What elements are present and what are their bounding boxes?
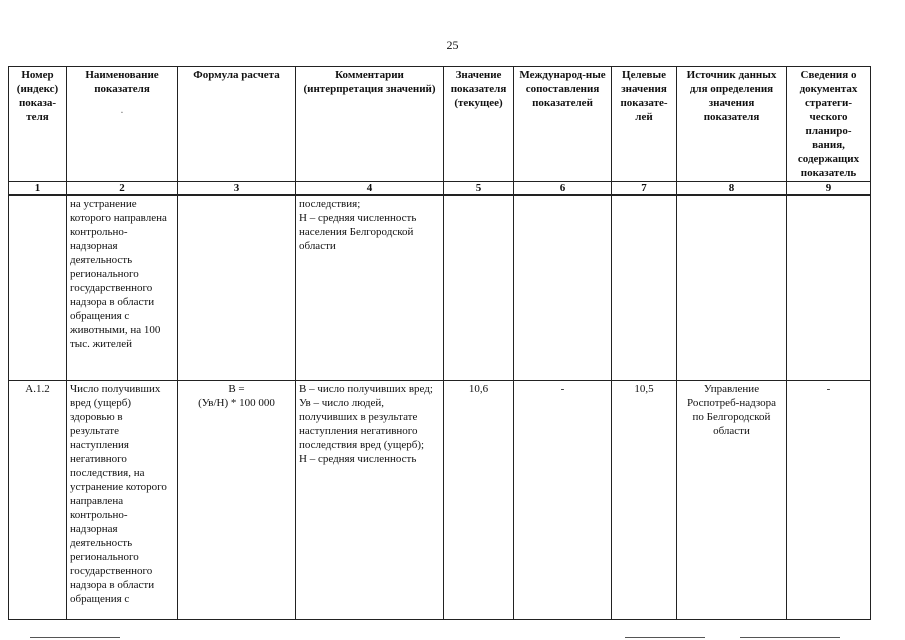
cell-documents (787, 195, 871, 381)
cell-source: Управление Роспотреб-надзора по Белгородской области (677, 381, 787, 620)
row-a-1-2 (9, 381, 871, 620)
cell-target: 10,5 (612, 381, 677, 620)
header-row (9, 67, 871, 182)
column-number: 7 (612, 182, 677, 196)
scan-edge-line (740, 637, 840, 638)
column-number: 4 (296, 182, 444, 196)
cell-source (677, 195, 787, 381)
header-formula: Формула расчета (178, 67, 296, 182)
column-number: 8 (677, 182, 787, 196)
header-target: Целевые значения показате-лей (612, 67, 677, 182)
cell-target (612, 195, 677, 381)
header-international: Международ-ные сопоставления показателей (514, 67, 612, 182)
column-number: 6 (514, 182, 612, 196)
cell-index: А.1.2 (9, 381, 67, 620)
cell-formula (178, 195, 296, 381)
header-name (67, 67, 178, 182)
header-source: Источник данных для определения значения показателя (677, 67, 787, 182)
scan-dot: · (120, 108, 124, 117)
cell-international: - (514, 381, 612, 620)
cell-international (514, 195, 612, 381)
column-number: 5 (444, 182, 514, 196)
cell-index (9, 195, 67, 381)
cell-comment: В – число получивших вред; Ув – число людей, получивших в результате наступления негативного последствия вред (ущерб); Н – средняя численность (296, 381, 444, 620)
header-documents: Сведения о документах стратеги-ческого планиро-вания, содержащих показатель (787, 67, 871, 182)
column-number: 9 (787, 182, 871, 196)
header-index: Номер (индекс) показа-теля (9, 67, 67, 182)
continuation-row (9, 195, 871, 381)
scan-edge-line (30, 637, 120, 638)
cell-comment: последствия; Н – средняя численность населения Белгородской области (296, 195, 444, 381)
column-number: 2 (67, 182, 178, 196)
cell-formula: В = (Ув/Н) * 100 000 (178, 381, 296, 620)
cell-current (444, 195, 514, 381)
indicators-table (8, 66, 871, 620)
cell-name: на устранение которого направлена контрольно-надзорная деятельность регионального государственного надзора в области обращения с животными, на 100 тыс. жителей (67, 195, 178, 381)
cell-current: 10,6 (444, 381, 514, 620)
cell-documents: - (787, 381, 871, 620)
header-name-text: Наименование показателя (85, 69, 159, 95)
header-current: Значение показателя (текущее) (444, 67, 514, 182)
column-number-row (9, 182, 871, 196)
cell-name: Число получивших вред (ущерб) здоровью в результате наступления негативного последствия, на устранение которого направлена контрольно-надзорная деятельность регионального государственного надзора в области обращения с (67, 381, 178, 620)
column-number: 1 (9, 182, 67, 196)
page-number: 25 (446, 38, 459, 52)
scan-edge-line (625, 637, 705, 638)
column-number: 3 (178, 182, 296, 196)
header-comment: Комментарии (интерпретация значений) (296, 67, 444, 182)
